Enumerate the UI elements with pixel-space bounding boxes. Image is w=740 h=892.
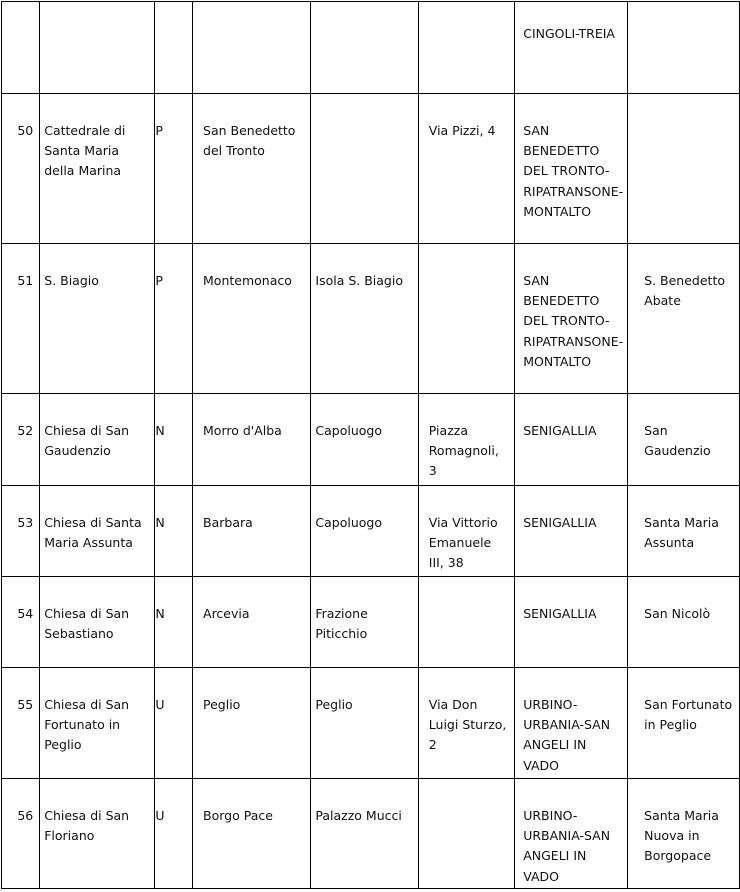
table-cell-diocese xyxy=(515,94,628,244)
table-cell-parish xyxy=(628,577,740,668)
table-cell-diocese xyxy=(515,577,628,668)
type-code-text: P xyxy=(155,123,163,138)
table-cell-diocese xyxy=(515,486,628,577)
type-code-text xyxy=(155,2,192,24)
table-cell-diocese xyxy=(515,2,628,94)
table-cell-address xyxy=(418,577,514,668)
table-cell-row-number xyxy=(2,486,40,577)
table-cell-row-number xyxy=(2,2,40,94)
table-cell-address xyxy=(418,486,514,577)
type-code-text: U xyxy=(155,808,165,823)
table-cell-locality xyxy=(311,779,418,889)
diocese-text: SAN BENEDETTO DEL TRONTO-RIPATRANSONE-MONTALTO xyxy=(523,273,624,369)
row-number-text: 50 xyxy=(17,123,34,138)
diocese-text: SENIGALLIA xyxy=(523,423,597,438)
table-cell-municipality xyxy=(193,94,311,244)
table-cell-locality xyxy=(311,486,418,577)
table-cell-row-number xyxy=(2,577,40,668)
table-cell-locality xyxy=(311,668,418,779)
municipality-text xyxy=(193,2,310,24)
churches-table xyxy=(1,1,740,889)
table-cell-parish xyxy=(628,2,740,94)
table-cell-address xyxy=(418,779,514,889)
municipality-text: Peglio xyxy=(203,697,241,712)
municipality-text: Montemonaco xyxy=(203,273,292,288)
parish-text: San Gaudenzio xyxy=(644,423,711,459)
table-cell-municipality xyxy=(193,244,311,394)
diocese-text: SENIGALLIA xyxy=(523,606,597,621)
address-text: Piazza Romagnoli, 3 xyxy=(428,423,499,479)
table-cell-diocese xyxy=(515,394,628,486)
church-name-text: Chiesa di San Fortunato in Peglio xyxy=(44,697,130,753)
type-code-text: N xyxy=(155,515,165,530)
table-cell-church-name xyxy=(40,244,155,394)
table-cell-municipality xyxy=(193,779,311,889)
table-cell-church-name xyxy=(40,94,155,244)
table-cell-diocese xyxy=(515,779,628,889)
table-cell-parish xyxy=(628,779,740,889)
table-cell-address xyxy=(418,94,514,244)
table-cell-parish xyxy=(628,94,740,244)
table-cell-church-name xyxy=(40,486,155,577)
parish-text xyxy=(628,94,739,121)
church-name-text: Cattedrale di Santa Maria della Marina xyxy=(44,123,126,179)
locality-text: Frazione Piticchio xyxy=(315,606,368,642)
table-cell-municipality xyxy=(193,486,311,577)
table-cell-locality xyxy=(311,94,418,244)
table-row xyxy=(2,486,740,577)
locality-text: Capoluogo xyxy=(315,423,382,438)
locality-text: Isola S. Biagio xyxy=(315,273,403,288)
table-cell-row-number xyxy=(2,779,40,889)
diocese-text: SENIGALLIA xyxy=(523,515,597,530)
parish-text: Santa Maria Nuova in Borgopace xyxy=(644,808,719,864)
parish-text xyxy=(628,2,739,24)
table-cell-type-code xyxy=(155,486,193,577)
type-code-text: P xyxy=(155,273,163,288)
table-cell-church-name xyxy=(40,2,155,94)
table-cell-address xyxy=(418,244,514,394)
table-cell-address xyxy=(418,394,514,486)
address-text xyxy=(419,577,514,604)
church-name-text: Chiesa di San Gaudenzio xyxy=(44,423,130,459)
table-cell-address xyxy=(418,668,514,779)
table-cell-municipality xyxy=(193,668,311,779)
row-number-text xyxy=(2,2,39,24)
table-cell-locality xyxy=(311,244,418,394)
locality-text: Palazzo Mucci xyxy=(315,808,402,823)
table-cell-type-code xyxy=(155,668,193,779)
parish-text: San Nicolò xyxy=(644,606,711,621)
municipality-text: Morro d'Alba xyxy=(203,423,282,438)
table-cell-locality xyxy=(311,394,418,486)
address-text xyxy=(419,244,514,271)
church-name-text: S. Biagio xyxy=(44,273,99,288)
table-cell-row-number xyxy=(2,394,40,486)
table-cell-row-number xyxy=(2,244,40,394)
table-row xyxy=(2,394,740,486)
parish-text: Santa Maria Assunta xyxy=(644,515,719,551)
address-text: Via Pizzi, 4 xyxy=(428,123,496,138)
diocese-text: SAN BENEDETTO DEL TRONTO-RIPATRANSONE-MONTALTO xyxy=(523,123,624,219)
address-text xyxy=(419,779,514,806)
row-number-text: 51 xyxy=(17,273,34,288)
table-row xyxy=(2,577,740,668)
table-cell-parish xyxy=(628,244,740,394)
table-cell-locality xyxy=(311,577,418,668)
type-code-text: N xyxy=(155,606,165,621)
church-name-text xyxy=(40,2,154,24)
table-cell-type-code xyxy=(155,577,193,668)
table-cell-municipality xyxy=(193,577,311,668)
table-cell-diocese xyxy=(515,244,628,394)
address-text: Via Vittorio Emanuele III, 38 xyxy=(428,515,498,571)
locality-text: Peglio xyxy=(315,697,353,712)
church-name-text: Chiesa di San Sebastiano xyxy=(44,606,130,642)
row-number-text: 53 xyxy=(17,515,34,530)
church-name-text: Chiesa di Santa Maria Assunta xyxy=(44,515,142,551)
table-cell-church-name xyxy=(40,779,155,889)
diocese-text: URBINO-URBANIA-SAN ANGELI IN VADO xyxy=(523,808,611,884)
table-cell-address xyxy=(418,2,514,94)
table-row xyxy=(2,2,740,94)
address-text xyxy=(419,2,514,24)
municipality-text: San Benedetto del Tronto xyxy=(203,123,296,159)
parish-text: S. Benedetto Abate xyxy=(644,273,725,309)
table-cell-parish xyxy=(628,394,740,486)
table-cell-locality xyxy=(311,2,418,94)
locality-text xyxy=(311,2,417,24)
table-cell-type-code xyxy=(155,94,193,244)
diocese-text: CINGOLI-TREIA xyxy=(523,26,615,41)
table-cell-row-number xyxy=(2,94,40,244)
table-cell-type-code xyxy=(155,2,193,94)
table-row xyxy=(2,94,740,244)
row-number-text: 56 xyxy=(17,808,34,823)
row-number-text: 55 xyxy=(17,697,34,712)
type-code-text: N xyxy=(155,423,165,438)
locality-text: Capoluogo xyxy=(315,515,382,530)
table-cell-church-name xyxy=(40,577,155,668)
table-cell-church-name xyxy=(40,394,155,486)
locality-text xyxy=(311,94,417,121)
table-cell-church-name xyxy=(40,668,155,779)
table-cell-municipality xyxy=(193,2,311,94)
table-cell-municipality xyxy=(193,394,311,486)
diocese-text: URBINO-URBANIA-SAN ANGELI IN VADO xyxy=(523,697,611,773)
table-cell-parish xyxy=(628,668,740,779)
municipality-text: Barbara xyxy=(203,515,253,530)
table-cell-parish xyxy=(628,486,740,577)
parish-text: San Fortunato in Peglio xyxy=(644,697,733,733)
church-name-text: Chiesa di San Floriano xyxy=(44,808,130,844)
municipality-text: Arcevia xyxy=(203,606,250,621)
table-row xyxy=(2,779,740,889)
table-row xyxy=(2,668,740,779)
municipality-text: Borgo Pace xyxy=(203,808,273,823)
table-cell-type-code xyxy=(155,779,193,889)
table-row xyxy=(2,244,740,394)
row-number-text: 54 xyxy=(17,606,34,621)
table-cell-type-code xyxy=(155,394,193,486)
table-cell-row-number xyxy=(2,668,40,779)
table-cell-type-code xyxy=(155,244,193,394)
table-cell-diocese xyxy=(515,668,628,779)
address-text: Via Don Luigi Sturzo, 2 xyxy=(428,697,507,753)
row-number-text: 52 xyxy=(17,423,34,438)
type-code-text: U xyxy=(155,697,165,712)
table-body xyxy=(2,2,740,889)
